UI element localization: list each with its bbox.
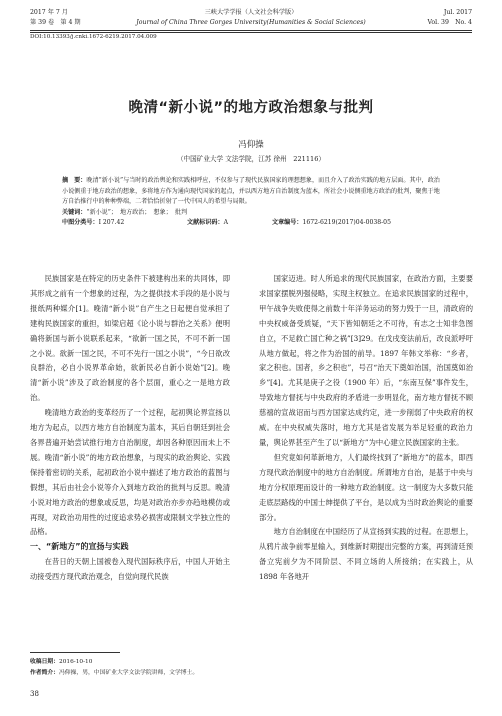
received-date: 2016-10-10 (59, 659, 93, 665)
keywords (62, 208, 440, 219)
paragraph: 地方自治制度在中国经历了从宣扬到实践的过程。在思想上，从鸦片战争前零星输入，到维新时期提出完整的方案，再到清廷预备立宪前夕为不同阶层、不同立场的人所接纳；在实践上，从 1898 年各地开 (259, 527, 473, 582)
author-affiliation: （中国矿业大学 文法学院，江苏 徐州 221116） (176, 155, 326, 163)
paragraph: 但究竟如何革新地方，人们最终找到了“新地方”的蓝本，即西方现代政治制度中的地方自治制度。所谓地方自治，是基于中央与地方分权原理而设计的一种地方政治制度。这一制度为大多数只能走底层路线的中国士绅提供了平台，是以成为当时政治舆论的重要部分。 (259, 452, 473, 522)
clc-label: 中图分类号： (62, 219, 99, 227)
abstract-text: 晚清“新小说”与当时的政治舆论和实践相呼应，不仅参与了现代民族国家的理想想象，而且介入了政治实践的地方层面。其中，政治小说侧重于地方政治的想象，多将地方作为通向现代国家的起点，并以西方地方自治制度为蓝本，所社会小说侧重地方政治的批判，聚焦于地方自治推行中的种种弊端，二者恰恰折射了一代中国人的希望与局限。 (62, 177, 440, 206)
abstract-label: 摘 要： (62, 177, 87, 184)
paragraph: 民族国家是在特定的历史条件下被建构出来的共同体，即其形成之前有一个想象的过程，为之提供技术手段的是小说与报纸两种媒介[1]。晚清“新小说”自产生之日起便自觉承担了建构民族国家的重担，如梁启超《论小说与群治之关系》便明确将新国与新小说联系起来，“欲新一国之民，不可不新一国之小说。欲新一国之民，不可不先行一国之小说”，“今日欲改良群治，必自小说界革命始，欲新民必自新小说始”[2]。晚清“新小说”涉及了政治制度的各个层面，重心之一是地方政治。 (30, 274, 230, 403)
header-rule (30, 30, 472, 31)
keywords-label: 关键词： (62, 208, 87, 216)
paragraph: 在昔日的天朝上国被卷入现代国际秩序后，中国人开始主动接受西方现代政治观念，自觉向现代民族 (30, 557, 230, 582)
keywords-text: “新小说”； 地方政治； 想象； 批判 (86, 208, 188, 216)
footnote (30, 657, 198, 679)
header-volume-en: Vol. 39 No. 4 (427, 19, 472, 26)
header-date-en: Jul. 2017 (443, 9, 472, 16)
abstract-block (62, 176, 440, 229)
doc-code-label: 文献标识码： (187, 219, 224, 227)
paragraph: 国家迈进。时人所追求的现代民族国家，在政治方面，主要要求国家摆脱列强侵略，实现主权独立。在追求民族国家的过程中，甲午战争失败使得之前数十年洋务运动的努力毁于一旦，清政府的中央权威备受质疑，“天下皆知朝廷之不可待，有志之士知非急图自立，不足救亡国亡种之祸”[3]29。在戊戌变法前后，改良派呼吁从地方做起，将之作为治国的前导。1897 年韩文举称：“乡者，家之积也。国者，乡之积也”，号召“治天下奠如治国，治国奠如治乡”[4]。尤其是庚子之役（1900 年）后，“东南互保”事件发生，导致地方督抚与中央政府的矛盾进一步明显化，南方地方督抚不顾慈禧的宣战诏而与西方国家达成约定，进一步削弱了中央政府的权威。在中央权威失落时，地方尤其是省发展为举足轻重的政治力量，舆论界甚至产生了以“新地方”为中心建立民族国家的主张。 (259, 274, 473, 447)
paragraph: 晚清地方政治的变革经历了一个过程，起初舆论界宣扬以地方为起点，以西方地方自治制度为蓝本，其后自朝廷到社会各界普遍开始尝试推行地方自治制度，却因各种原因而未上不展。晚清“新小说”的地方政治想象，与现实的政治舆论、实践保持着密切的关系，起初政治小说中描述了地方政治的蓝图与假想，其后由社会小说等介入到地方政治的批判与反思。晚清小说对地方政治的想象或反思，均是对政治亦步亦趋地模仿或再现，对政治功用性的过度追求势必损害或限制文学独立性的品格。 (30, 408, 230, 537)
doc-code-value: A (223, 219, 228, 227)
section-heading: 一、“新地方”的宣扬与实践 (30, 542, 129, 552)
journal-name-cn: 三峡大学学报（人文社会科学版） (204, 9, 298, 16)
classification-line (62, 218, 440, 229)
doi: DOI:10.13393/j.cnki.1672-6219.2017.04.009 (30, 34, 157, 40)
received-label: 收稿日期： (30, 659, 59, 665)
author-bio-label: 作者简介： (30, 670, 59, 676)
footnote-rule (30, 652, 120, 653)
author-name: 冯仰操 (238, 140, 264, 150)
header-date: 2017 年 7 月 (30, 9, 68, 16)
header-volume: 第 39 卷 第 4 期 (30, 19, 81, 26)
running-header (30, 8, 472, 28)
abstract (62, 176, 440, 208)
left-column (30, 272, 230, 585)
header-rule-thin (30, 32, 472, 33)
right-column (259, 272, 473, 585)
article-title: 晚清“新小说”的地方政治想象与批判 (128, 100, 374, 116)
article-no-label: 文章编号： (272, 219, 303, 227)
author-bio: 冯仰操，男，中国矿业大学文法学院讲师，文学博士。 (59, 670, 199, 676)
article-no-value: 1672-6219(2017)04-0038-05 (302, 219, 391, 227)
page-number: 38 (30, 690, 39, 698)
journal-name-en: Journal of China Three Gorges University(Humanities & Social Sciences) (136, 19, 366, 26)
clc-value: I 207.42 (98, 219, 125, 227)
